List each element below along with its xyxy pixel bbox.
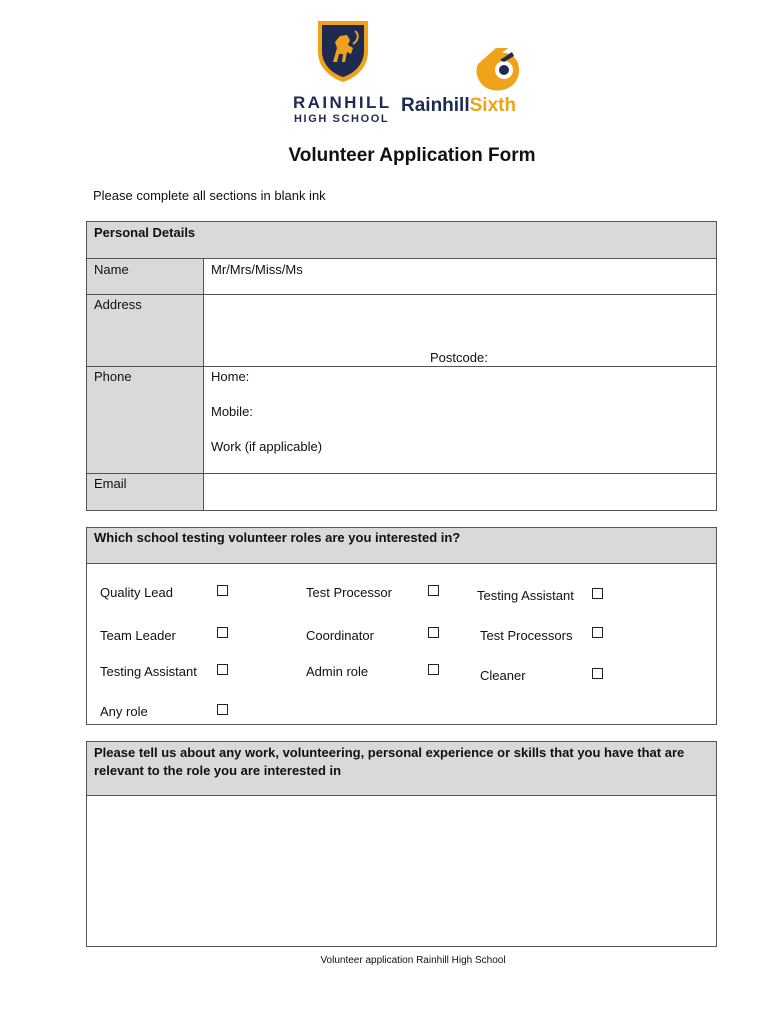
role-admin-label: Admin role (306, 664, 369, 679)
logo-subtitle: HIGH SCHOOL (294, 113, 390, 125)
roles-heading: Which school testing volunteer roles are you interested in? (94, 530, 461, 545)
email-label: Email (94, 476, 127, 491)
role-cleaner-label: Cleaner (480, 668, 526, 683)
role-testing-assistant-2-label: Testing Assistant (100, 664, 197, 679)
role-cleaner-checkbox[interactable] (592, 668, 603, 679)
role-coordinator-checkbox[interactable] (428, 627, 439, 638)
phone-label-cell (86, 366, 204, 474)
name-label-cell (86, 258, 204, 295)
address-label-cell (86, 294, 204, 367)
role-test-processors-checkbox[interactable] (592, 627, 603, 638)
rainhill-sixth-logo (401, 95, 516, 117)
role-testing-assistant-checkbox[interactable] (592, 588, 603, 599)
mobile-phone-label: Mobile: (211, 404, 253, 419)
role-any-checkbox[interactable] (217, 704, 228, 715)
personal-details-header (86, 221, 717, 259)
roles-body (86, 563, 717, 725)
name-field[interactable] (203, 258, 717, 295)
role-test-processor-label: Test Processor (306, 585, 392, 600)
experience-heading: Please tell us about any work, volunteering, personal experience or skills that you have that are relevant to the role you are interested in (94, 745, 685, 778)
name-label: Name (94, 262, 129, 277)
roles-header (86, 527, 717, 564)
personal-details-heading: Personal Details (94, 225, 196, 240)
logo-title: RAINHILL (293, 93, 392, 112)
rainhill-sixth-mark-icon (474, 46, 524, 94)
logo-sixth-part2: Sixth (469, 95, 517, 116)
name-value: Mr/Mrs/Miss/Ms (211, 262, 303, 277)
page-footer: Volunteer application Rainhill High School (320, 955, 506, 966)
role-quality-lead-checkbox[interactable] (217, 585, 228, 596)
role-any-label: Any role (100, 704, 148, 719)
work-phone-label: Work (if applicable) (211, 439, 323, 454)
email-label-cell (86, 473, 204, 511)
role-testing-assistant-2-checkbox[interactable] (217, 664, 228, 675)
home-phone-label: Home: (211, 369, 250, 384)
role-coordinator-label: Coordinator (306, 628, 374, 643)
experience-header (86, 741, 717, 796)
experience-textarea[interactable] (86, 795, 717, 947)
logo-sixth-part1: Rainhill (401, 95, 470, 116)
role-test-processors-label: Test Processors (480, 628, 573, 643)
form-title: Volunteer Application Form (288, 145, 536, 166)
phone-field[interactable] (203, 366, 717, 474)
role-team-leader-checkbox[interactable] (217, 627, 228, 638)
address-field[interactable] (203, 294, 717, 367)
role-test-processor-checkbox[interactable] (428, 585, 439, 596)
email-field[interactable] (203, 473, 717, 511)
rainhill-high-school-logo (293, 94, 392, 126)
role-testing-assistant-label: Testing Assistant (477, 588, 574, 603)
postcode-label: Postcode: (430, 350, 488, 365)
role-admin-checkbox[interactable] (428, 664, 439, 675)
rainhill-crest-logo (315, 18, 371, 84)
phone-label: Phone (94, 369, 132, 384)
address-label: Address (94, 297, 142, 312)
form-intro: Please complete all sections in blank ink (93, 188, 326, 203)
role-quality-lead-label: Quality Lead (100, 585, 173, 600)
role-team-leader-label: Team Leader (100, 628, 176, 643)
